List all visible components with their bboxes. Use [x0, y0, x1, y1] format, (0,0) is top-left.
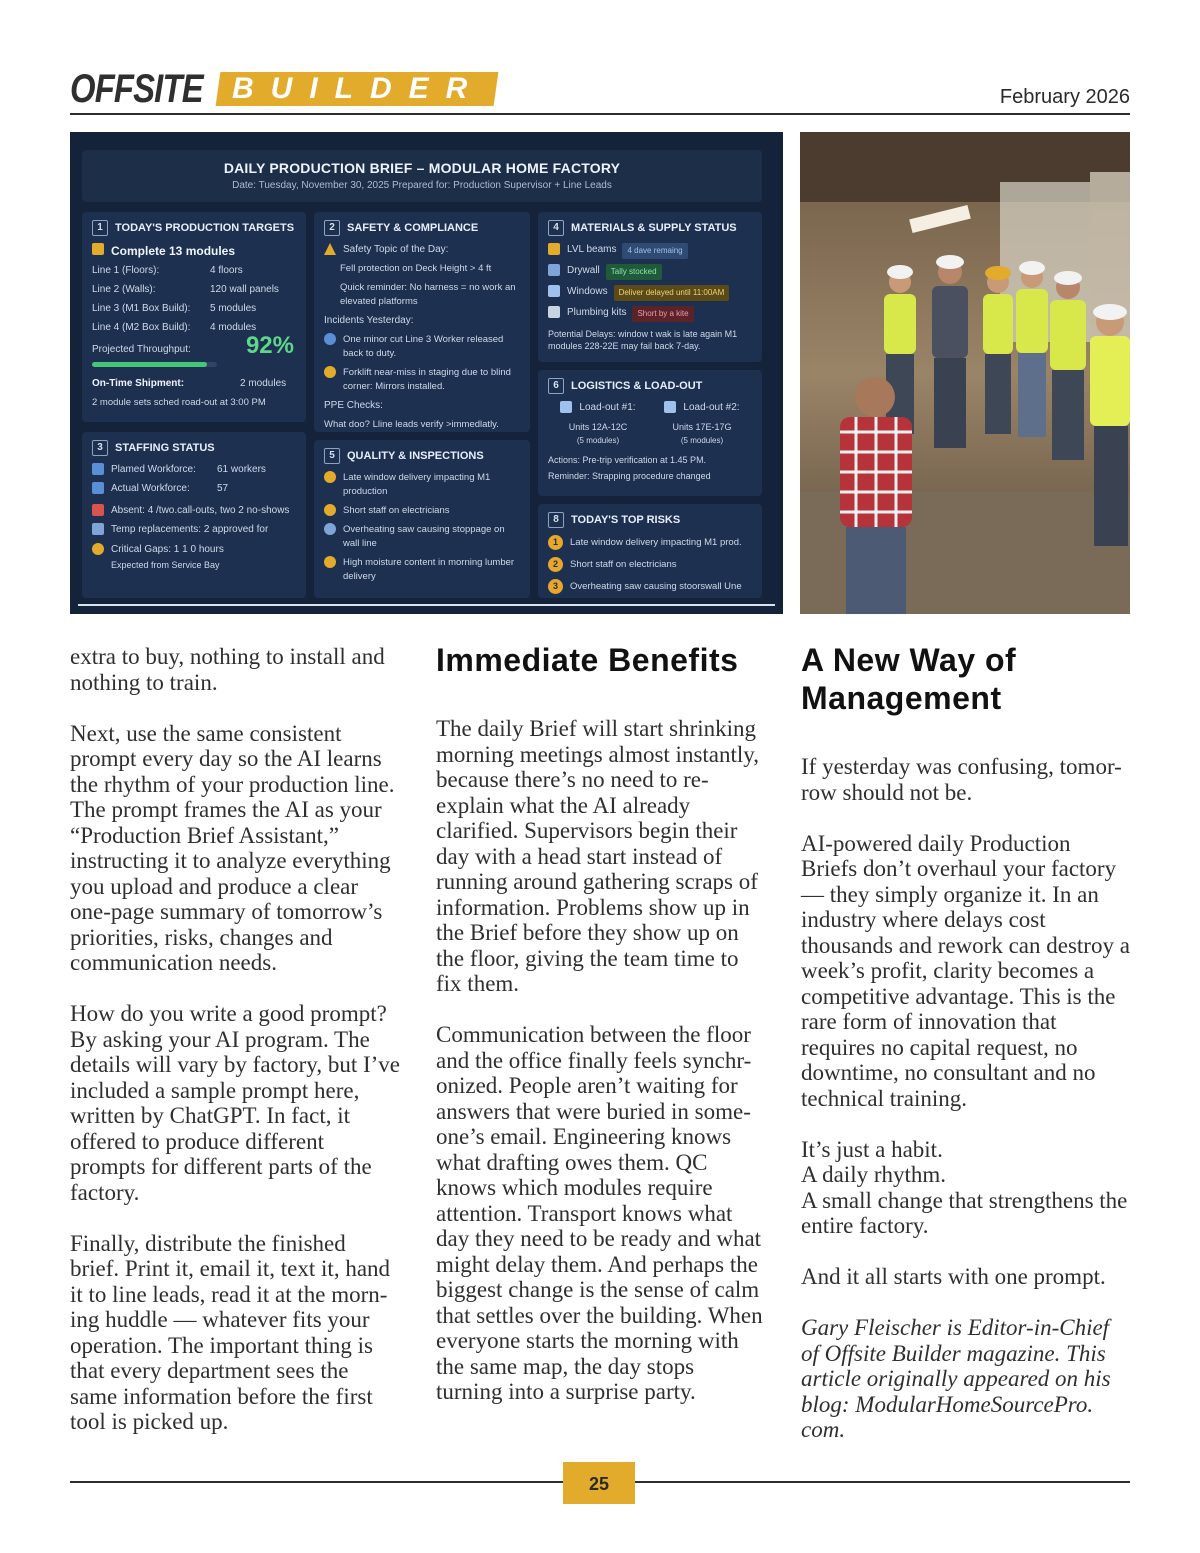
panel-production-targets — [82, 212, 306, 422]
worker-icon — [324, 556, 336, 568]
forklift-icon — [324, 366, 336, 378]
section-heading-immediate-benefits: Immediate Benefits — [436, 642, 739, 678]
target-line: Line 4 (M2 Box Build): 4 modules — [92, 322, 257, 333]
logistics-reminder: Reminder: Strapping procedure changed — [548, 471, 711, 481]
paragraph: AI-powered daily Production Briefs don’t overhaul your factory — they simply organize it. In an industry where delays cost thousands and rework can destroy a week’s profit, clarity becomes a competitive advantage. This is the rare form of innovation that requires no capital request, no downtime, no consultant and no technical training. — [801, 830, 1130, 1111]
logistics-actions: Actions: Pre-trip verification at 1.45 PM. — [548, 455, 707, 465]
paragraph: It’s just a habit. A daily rhythm. A small change that strengthens the entire factory. — [801, 1136, 1128, 1238]
risk-item: 3 Overheating saw causing stoorswall Une — [548, 579, 752, 594]
throughput-bar-fill — [92, 362, 207, 367]
dashboard-bottom-rule — [78, 604, 775, 606]
panel-heading: LOGISTICS & LOAD-OUT — [571, 380, 703, 392]
truck-icon — [560, 401, 572, 413]
author-byline: Gary Fleischer is Editor-in-Chief of Offsite Builder magazine. This article originally appeared on his blog: ModularHomeSourcePro. com. — [801, 1315, 1111, 1442]
risk-item: 2 Short staff on electricians — [548, 557, 752, 572]
quality-item: Late window delivery impacting M1 production — [324, 471, 520, 499]
quality-item: Overheating saw causing stoppage on wall line — [324, 523, 520, 551]
team-meeting-illustration — [800, 132, 1130, 614]
factory-team-photo — [800, 132, 1130, 614]
paragraph: extra to buy, nothing to install and nothing to train. — [70, 644, 385, 695]
panel-heading: TODAY'S TOP RISKS — [571, 514, 681, 526]
shipment-note: 2 module sets sched road-out at 3:00 PM — [92, 397, 266, 408]
targets-headline: Complete 13 modules — [92, 243, 296, 258]
incident-item: One minor cut Line 3 Worker released back to duty. — [324, 333, 520, 361]
calendar-icon — [92, 523, 104, 535]
load-out-2: Load-out #2: Units 17E-17G (5 modules) — [652, 401, 752, 453]
page-number: 25 — [563, 1462, 635, 1504]
planned-workforce: Plamed Workforce: 61 workers — [92, 463, 296, 477]
actual-workforce: Actual Workforce: 57 — [92, 482, 296, 496]
material-item: Drywall Tally stocked — [548, 264, 752, 280]
panel-heading: QUALITY & INSPECTIONS — [347, 450, 484, 462]
dashboard-title: DAILY PRODUCTION BRIEF – MODULAR HOME FACTORY — [223, 160, 621, 176]
panel-staffing — [82, 432, 306, 598]
safety-bullet: Quick reminder: No harness = no work an elevated platforms — [340, 282, 516, 307]
paragraph: If yesterday was confusing, tomor-row should not be. — [801, 754, 1122, 805]
status-badge: 4 dave remaing — [622, 243, 687, 259]
worker-icon — [324, 523, 336, 535]
safety-topic: Safety Topic of the Day: — [324, 243, 520, 257]
panel-number: 1 — [92, 220, 108, 236]
panel-number: 2 — [324, 220, 340, 236]
throughput-bar — [92, 362, 217, 367]
throughput-label: Projected Throughput: — [92, 344, 191, 355]
target-line: Line 3 (M1 Box Build): 5 modules — [92, 303, 257, 314]
risk-item: 1 Late window delivery impacting M1 prod. — [548, 535, 752, 550]
dashboard-header — [82, 150, 762, 202]
panel-materials — [538, 212, 762, 362]
article-column-1 — [70, 644, 400, 1435]
quality-item: High moisture content in morning lumber delivery — [324, 556, 520, 584]
gaps-note: Expected from Service Bay — [111, 560, 220, 570]
panel-top-risks — [538, 504, 762, 598]
logo-builder-banner — [216, 72, 499, 106]
masthead — [70, 66, 1130, 116]
paragraph: Finally, distribute the finished brief. Print it, email it, text it, hand it to line leads, read it at the morn-ing huddle — whatever fits your operation. The important thing is that every department sees the same information before the first tool is picked up. — [70, 1230, 391, 1434]
alert-icon — [92, 504, 104, 516]
people-icon — [92, 463, 104, 475]
incident-item: Forklift near-miss in staging due to blind corner: Mirrors installed. — [324, 366, 520, 394]
paragraph: Next, use the same consistent prompt every day so the AI learns the rhythm of your production line. The prompt frames the AI as your “Production Brief Assistant,” instructing it to analyze everything you upload and produce a clear one-page summary of tomorrow’s priorities, risks, changes and communication needs. — [70, 720, 395, 975]
window-icon — [548, 285, 560, 297]
panel-number: 4 — [548, 220, 564, 236]
material-item: Plumbing kits Short by a kite — [548, 306, 752, 322]
absent-line: Absent: 4 /two.call-outs, two 2 no-shows — [92, 504, 296, 518]
load-out-row — [548, 401, 752, 453]
worker-icon — [324, 333, 336, 345]
status-badge: Tally stocked — [606, 264, 662, 280]
panel-logistics — [538, 370, 762, 496]
drywall-icon — [548, 264, 560, 276]
target-line: Line 2 (Walls): 120 wall panels — [92, 284, 279, 295]
status-badge: Deliver delayed until 11:00AM — [614, 285, 730, 301]
paragraph: The daily Brief will start shrinking morning meetings almost instantly, because there’s no need to re-explain what the AI already clarified. Supervisors begin their day with a head start instead of running around gathering scraps of information. Problems show up in the Brief before they show up on the floor, giving the team time to fix them. — [436, 716, 760, 996]
temp-line: Temp replacements: 2 approved for — [92, 523, 296, 537]
ppe-heading: PPE Checks: — [324, 400, 383, 411]
panel-heading: STAFFING STATUS — [115, 442, 215, 454]
gaps-line: Critical Gaps: 1 1 0 hours — [92, 543, 296, 557]
load-out-1: Load-out #1: Units 12A-12C (5 modules) — [548, 401, 648, 453]
logo-builder-word: BUILDER — [232, 72, 485, 105]
paragraph: And it all starts with one prompt. — [801, 1264, 1106, 1289]
material-item: Windows Deliver delayed until 11:00AM — [548, 285, 752, 301]
panel-heading: MATERIALS & SUPPLY STATUS — [571, 222, 737, 234]
panel-heading: SAFETY & COMPLIANCE — [347, 222, 479, 234]
panel-heading: TODAY'S PRODUCTION TARGETS — [115, 222, 295, 234]
panel-number: 5 — [324, 448, 340, 464]
dashboard-subtitle: Date: Tuesday, November 30, 2025 Prepared for: Production Supervisor + Line Leads — [232, 180, 612, 191]
truck-icon — [664, 401, 676, 413]
people-icon — [92, 482, 104, 494]
module-icon — [92, 243, 104, 255]
panel-quality — [314, 440, 530, 598]
worker-icon — [324, 504, 336, 516]
target-line: Line 1 (Floors): 4 floors — [92, 265, 243, 276]
panel-safety — [314, 212, 530, 432]
header-rule — [70, 113, 1130, 115]
panel-number: 8 — [548, 512, 564, 528]
lumber-icon — [548, 243, 560, 255]
quality-item: Short staff on electricians — [324, 504, 520, 518]
issue-date: February 2026 — [999, 86, 1130, 108]
status-badge: Short by a kite — [632, 306, 693, 322]
production-brief-image — [70, 132, 783, 614]
safety-bullet: Fell protection on Deck Height > 4 ft — [340, 263, 492, 274]
material-item: LVL beams 4 dave remaing — [548, 243, 752, 259]
logo-offsite-word: OFFSITE — [70, 67, 203, 111]
article-column-2 — [436, 641, 766, 1405]
warning-icon — [92, 543, 104, 555]
panel-number: 3 — [92, 440, 108, 456]
throughput-value: 92% — [245, 332, 294, 359]
incidents-heading: Incidents Yesterday: — [324, 315, 414, 326]
shipment-line: On-Time Shipment: 2 modules — [92, 378, 287, 389]
article-column-3 — [801, 641, 1131, 1443]
paragraph: How do you write a good prompt? By asking your AI program. The details will vary by factory, but I’ve included a sample prompt here, written by ChatGPT. In fact, it offered to produce different prompts for different parts of the factory. — [70, 1001, 400, 1205]
potential-delays: Potential Delays: window t wak is late again M1 modules 228-22E may fail back 7-day. — [548, 329, 738, 351]
panel-number: 6 — [548, 378, 564, 394]
paragraph: Communication between the floor and the office finally feels synchr-onized. People aren’t waiting for answers that were buried in some-one’s email. Engineering knows what drafting owes them. QC knows which modules require attention. Transport knows what day they need to be ready and what might delay them. And perhaps the biggest change is the sense of calm that settles over the building. When everyone starts the morning with the same map, the day stops turning into a surprise party. — [436, 1022, 763, 1404]
warning-triangle-icon — [324, 243, 336, 255]
worker-icon — [324, 471, 336, 483]
section-heading-new-way-of-management: A New Way of Management — [801, 642, 1017, 716]
ppe-text: What doo? Lline leads verify >immedlatly. — [324, 419, 499, 430]
plumbing-icon — [548, 306, 560, 318]
